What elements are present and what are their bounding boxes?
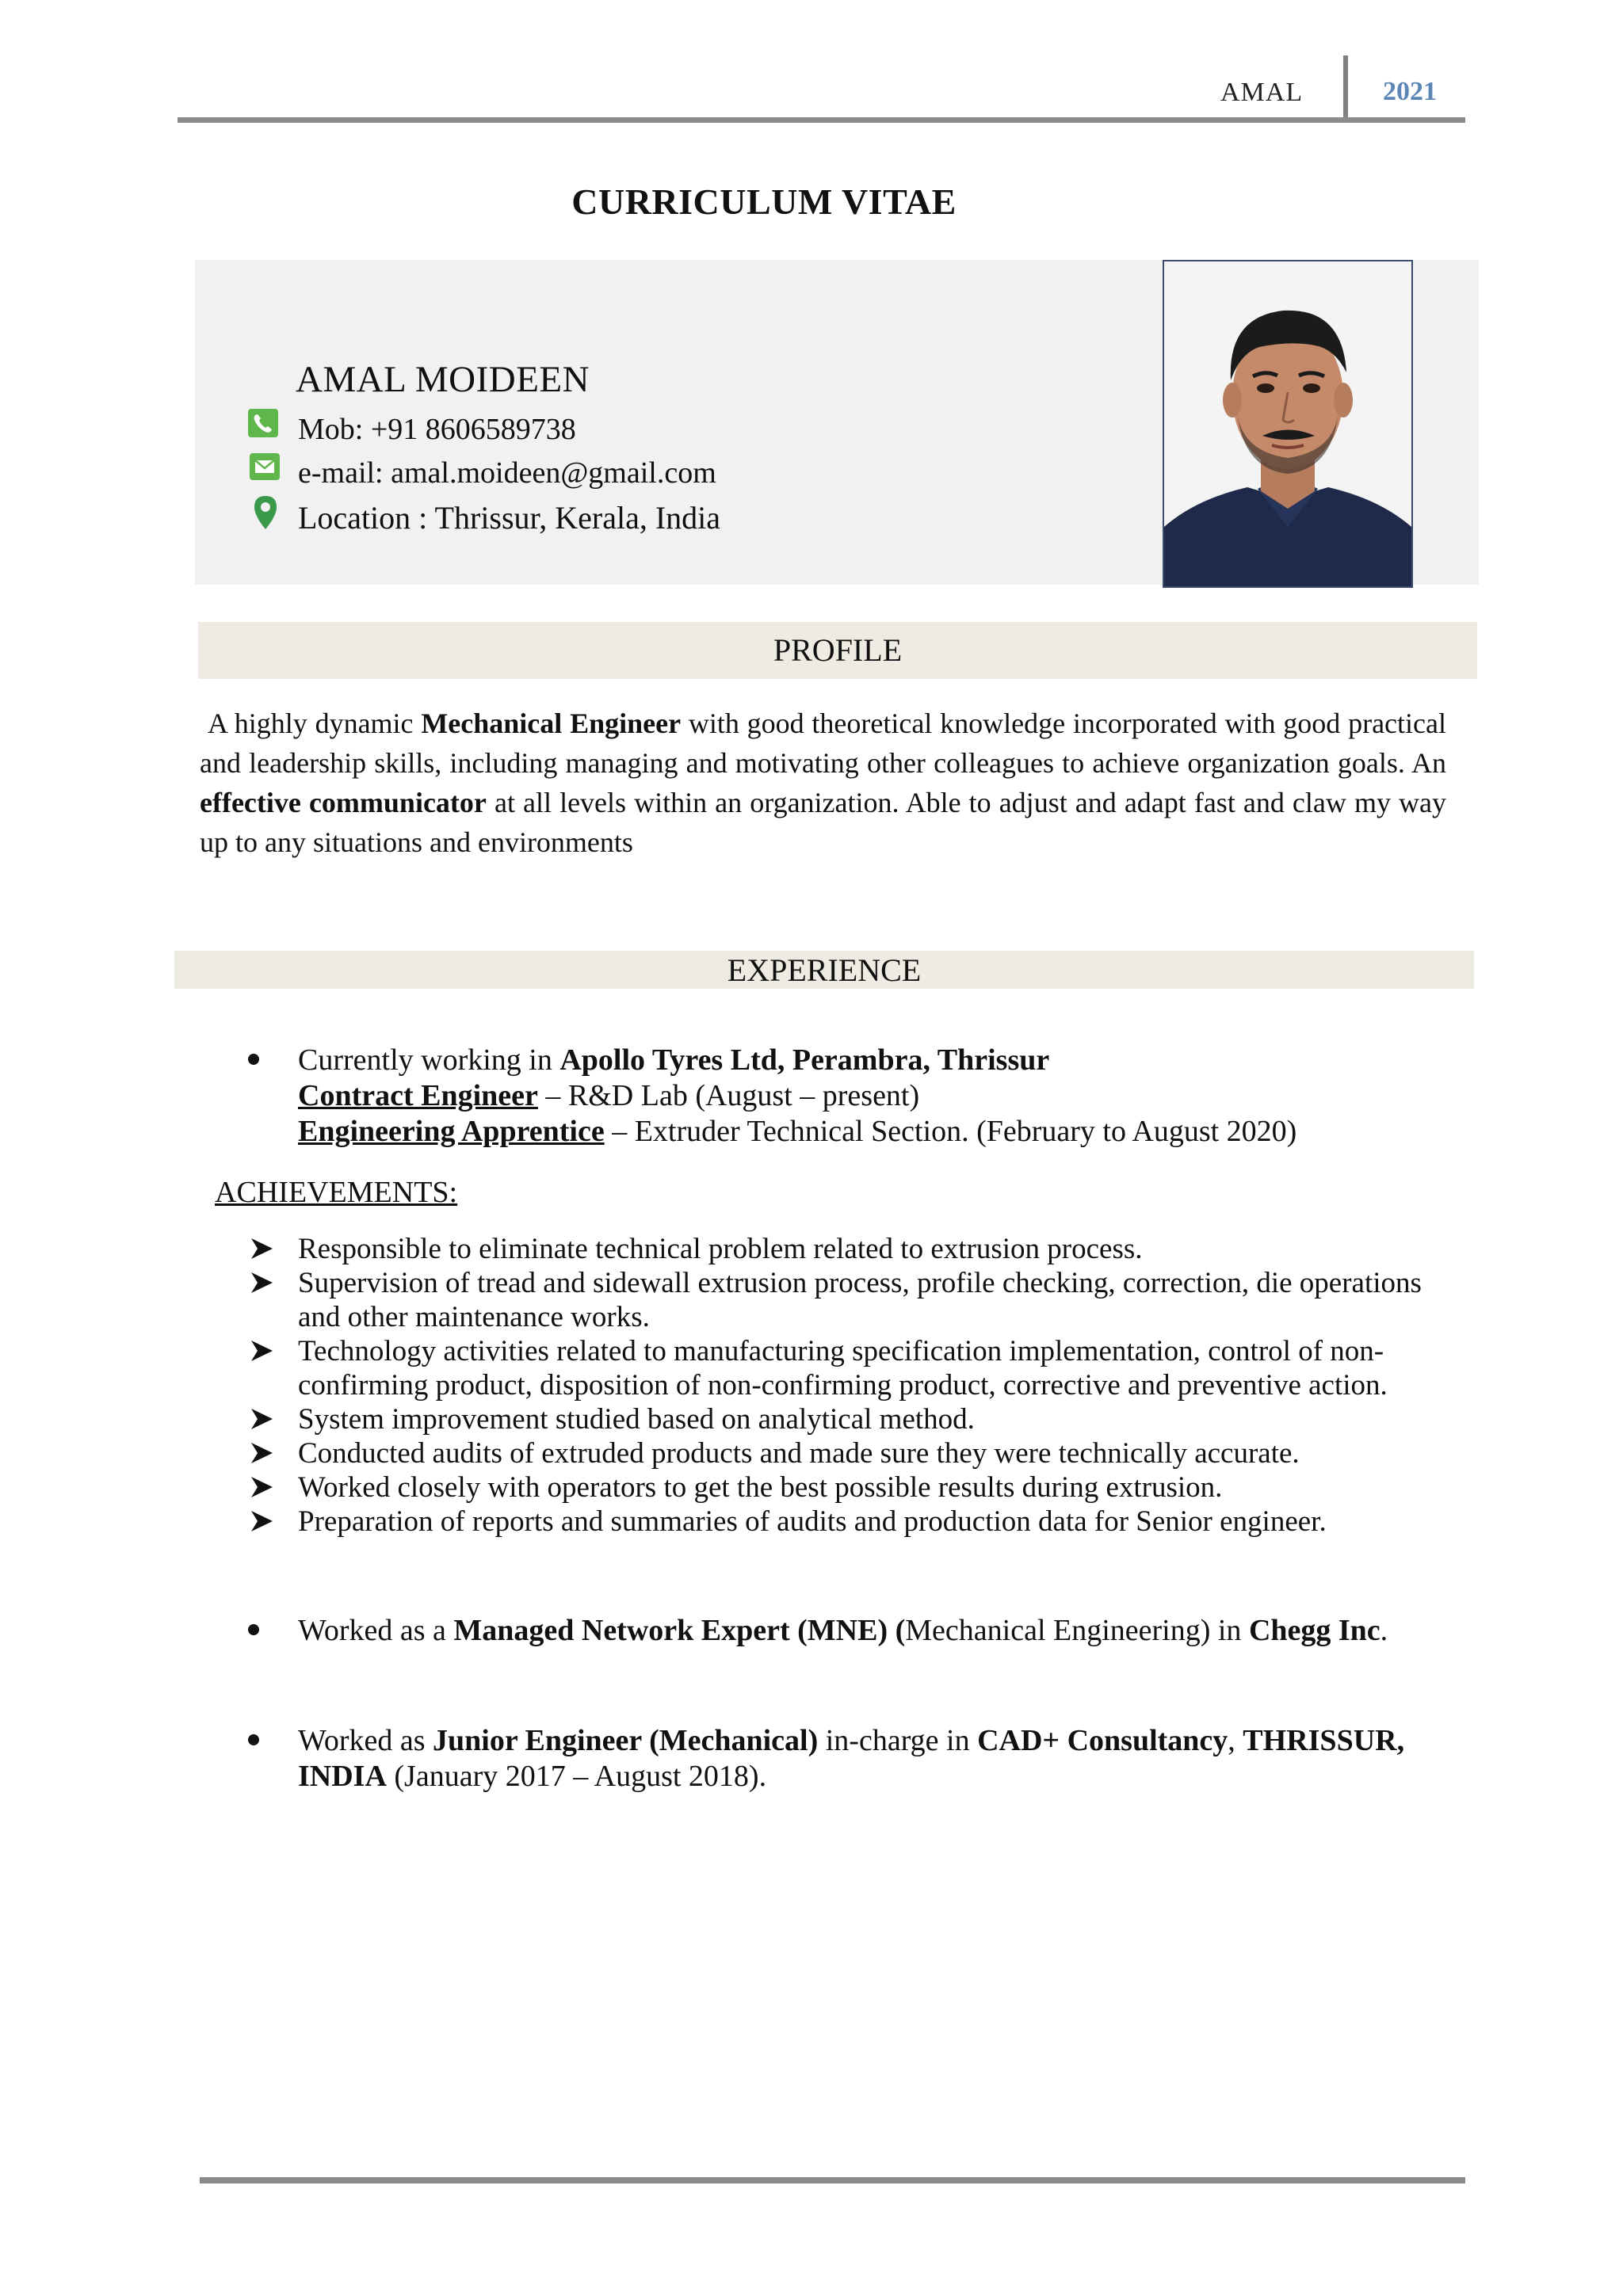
bullet-icon [248,1734,259,1745]
job3-text-a: Worked as [298,1724,433,1757]
contact-location: Location : Thrissur, Kerala, India [298,500,721,536]
list-item [298,1232,1463,1266]
header-year: 2021 [1383,77,1437,106]
job3-company: CAD+ Consultancy [977,1724,1228,1757]
profile-text-2: with good theoretical knowledge incorporated with good practical and leadership skills, including managing and motivating other colleagues to achieve organization goals. An [200,707,1446,779]
job2-text-c: Mechanical Engineering) in [905,1614,1249,1647]
job3-text-c: in-charge in [818,1724,978,1757]
job3-role: Junior Engineer (Mechanical) [433,1724,819,1757]
job3-line [298,1723,1431,1794]
arrow-bullet-icon [249,1402,276,1436]
job1-role2-detail: – Extruder Technical Section. (February to August 2020) [604,1115,1297,1148]
job1-role2-line [298,1114,1296,1149]
job3-dates: (January 2017 – August 2018). [386,1760,767,1793]
achievements-heading: ACHIEVEMENTS: [215,1176,458,1209]
profile-text-1: A highly dynamic [208,707,422,739]
job3-text-e: , [1228,1724,1243,1757]
contact-email: e-mail: amal.moideen@gmail.com [298,456,716,490]
list-item [298,1334,1463,1402]
profile-summary [200,704,1446,862]
profile-heading: PROFILE [198,622,1477,679]
arrow-bullet-icon [249,1232,276,1266]
arrow-bullet-icon [249,1436,276,1470]
footer-rule [200,2177,1465,2183]
profile-text-3: at all levels within an organization. Able to adjust and adapt fast and claw my way up to any situations and environments [200,787,1447,858]
job2-company: Chegg Inc [1248,1614,1381,1647]
experience-heading: EXPERIENCE [174,951,1474,989]
job1-role1: Contract Engineer [298,1079,538,1112]
job1-role1-detail: – R&D Lab (August – present) [537,1079,920,1112]
list-item [298,1266,1463,1334]
achievement-text: Responsible to eliminate technical problem related to extrusion process. [298,1233,1143,1265]
achievement-text: System improvement studied based on analytical method. [298,1403,975,1436]
bullet-icon [248,1624,259,1635]
list-item [298,1505,1463,1539]
achievement-text: Preparation of reports and summaries of audits and production data for Senior engineer. [298,1505,1327,1538]
job1-intro: Currently working in [298,1043,560,1077]
job2-line [298,1613,1471,1648]
achievements-list [298,1232,1463,1539]
bullet-icon [248,1054,259,1065]
arrow-bullet-icon [249,1266,276,1300]
achievement-text: Conducted audits of extruded products and made sure they were technically accurate. [298,1437,1300,1470]
header-separator [1343,55,1348,120]
phone-icon [248,409,278,437]
achievement-text: Worked closely with operators to get the best possible results during extrusion. [298,1471,1223,1504]
profile-highlight-role: Mechanical Engineer [421,707,682,739]
job1-role1-line [298,1078,919,1113]
arrow-bullet-icon [249,1505,276,1539]
job1-role2: Engineering Apprentice [298,1115,605,1148]
profile-photo [1163,260,1413,588]
job1-company: Apollo Tyres Ltd, Perambra, Thrissur [559,1043,1050,1077]
list-item [298,1436,1463,1470]
list-item [298,1470,1463,1505]
achievement-text: Supervision of tread and sidewall extrusion process, profile checking, correction, die operations and other maintenance works. [298,1267,1422,1333]
list-item [298,1402,1463,1436]
arrow-bullet-icon [249,1334,276,1368]
contact-mobile: Mob: +91 8606589738 [298,413,576,446]
header-name: AMAL [1220,78,1304,107]
achievement-text: Technology activities related to manufacturing specification implementation, control of non-confirming product, disposition of non-confirming product, corrective and preventive action. [298,1335,1388,1402]
candidate-name: AMAL MOIDEEN [296,359,590,400]
job3-location: THRISSUR, INDIA [298,1724,1405,1793]
profile-highlight-skill: effective communicator [200,787,487,818]
job2-role: Managed Network Expert (MNE) ( [453,1614,906,1647]
job2-text-e: . [1380,1614,1388,1647]
job1-line [298,1043,1049,1077]
job2-text-a: Worked as a [298,1614,454,1647]
header-rule [178,117,1465,123]
document-title: CURRICULUM VITAE [571,181,957,222]
email-icon [250,453,280,480]
location-pin-icon [252,494,279,531]
arrow-bullet-icon [249,1470,276,1505]
